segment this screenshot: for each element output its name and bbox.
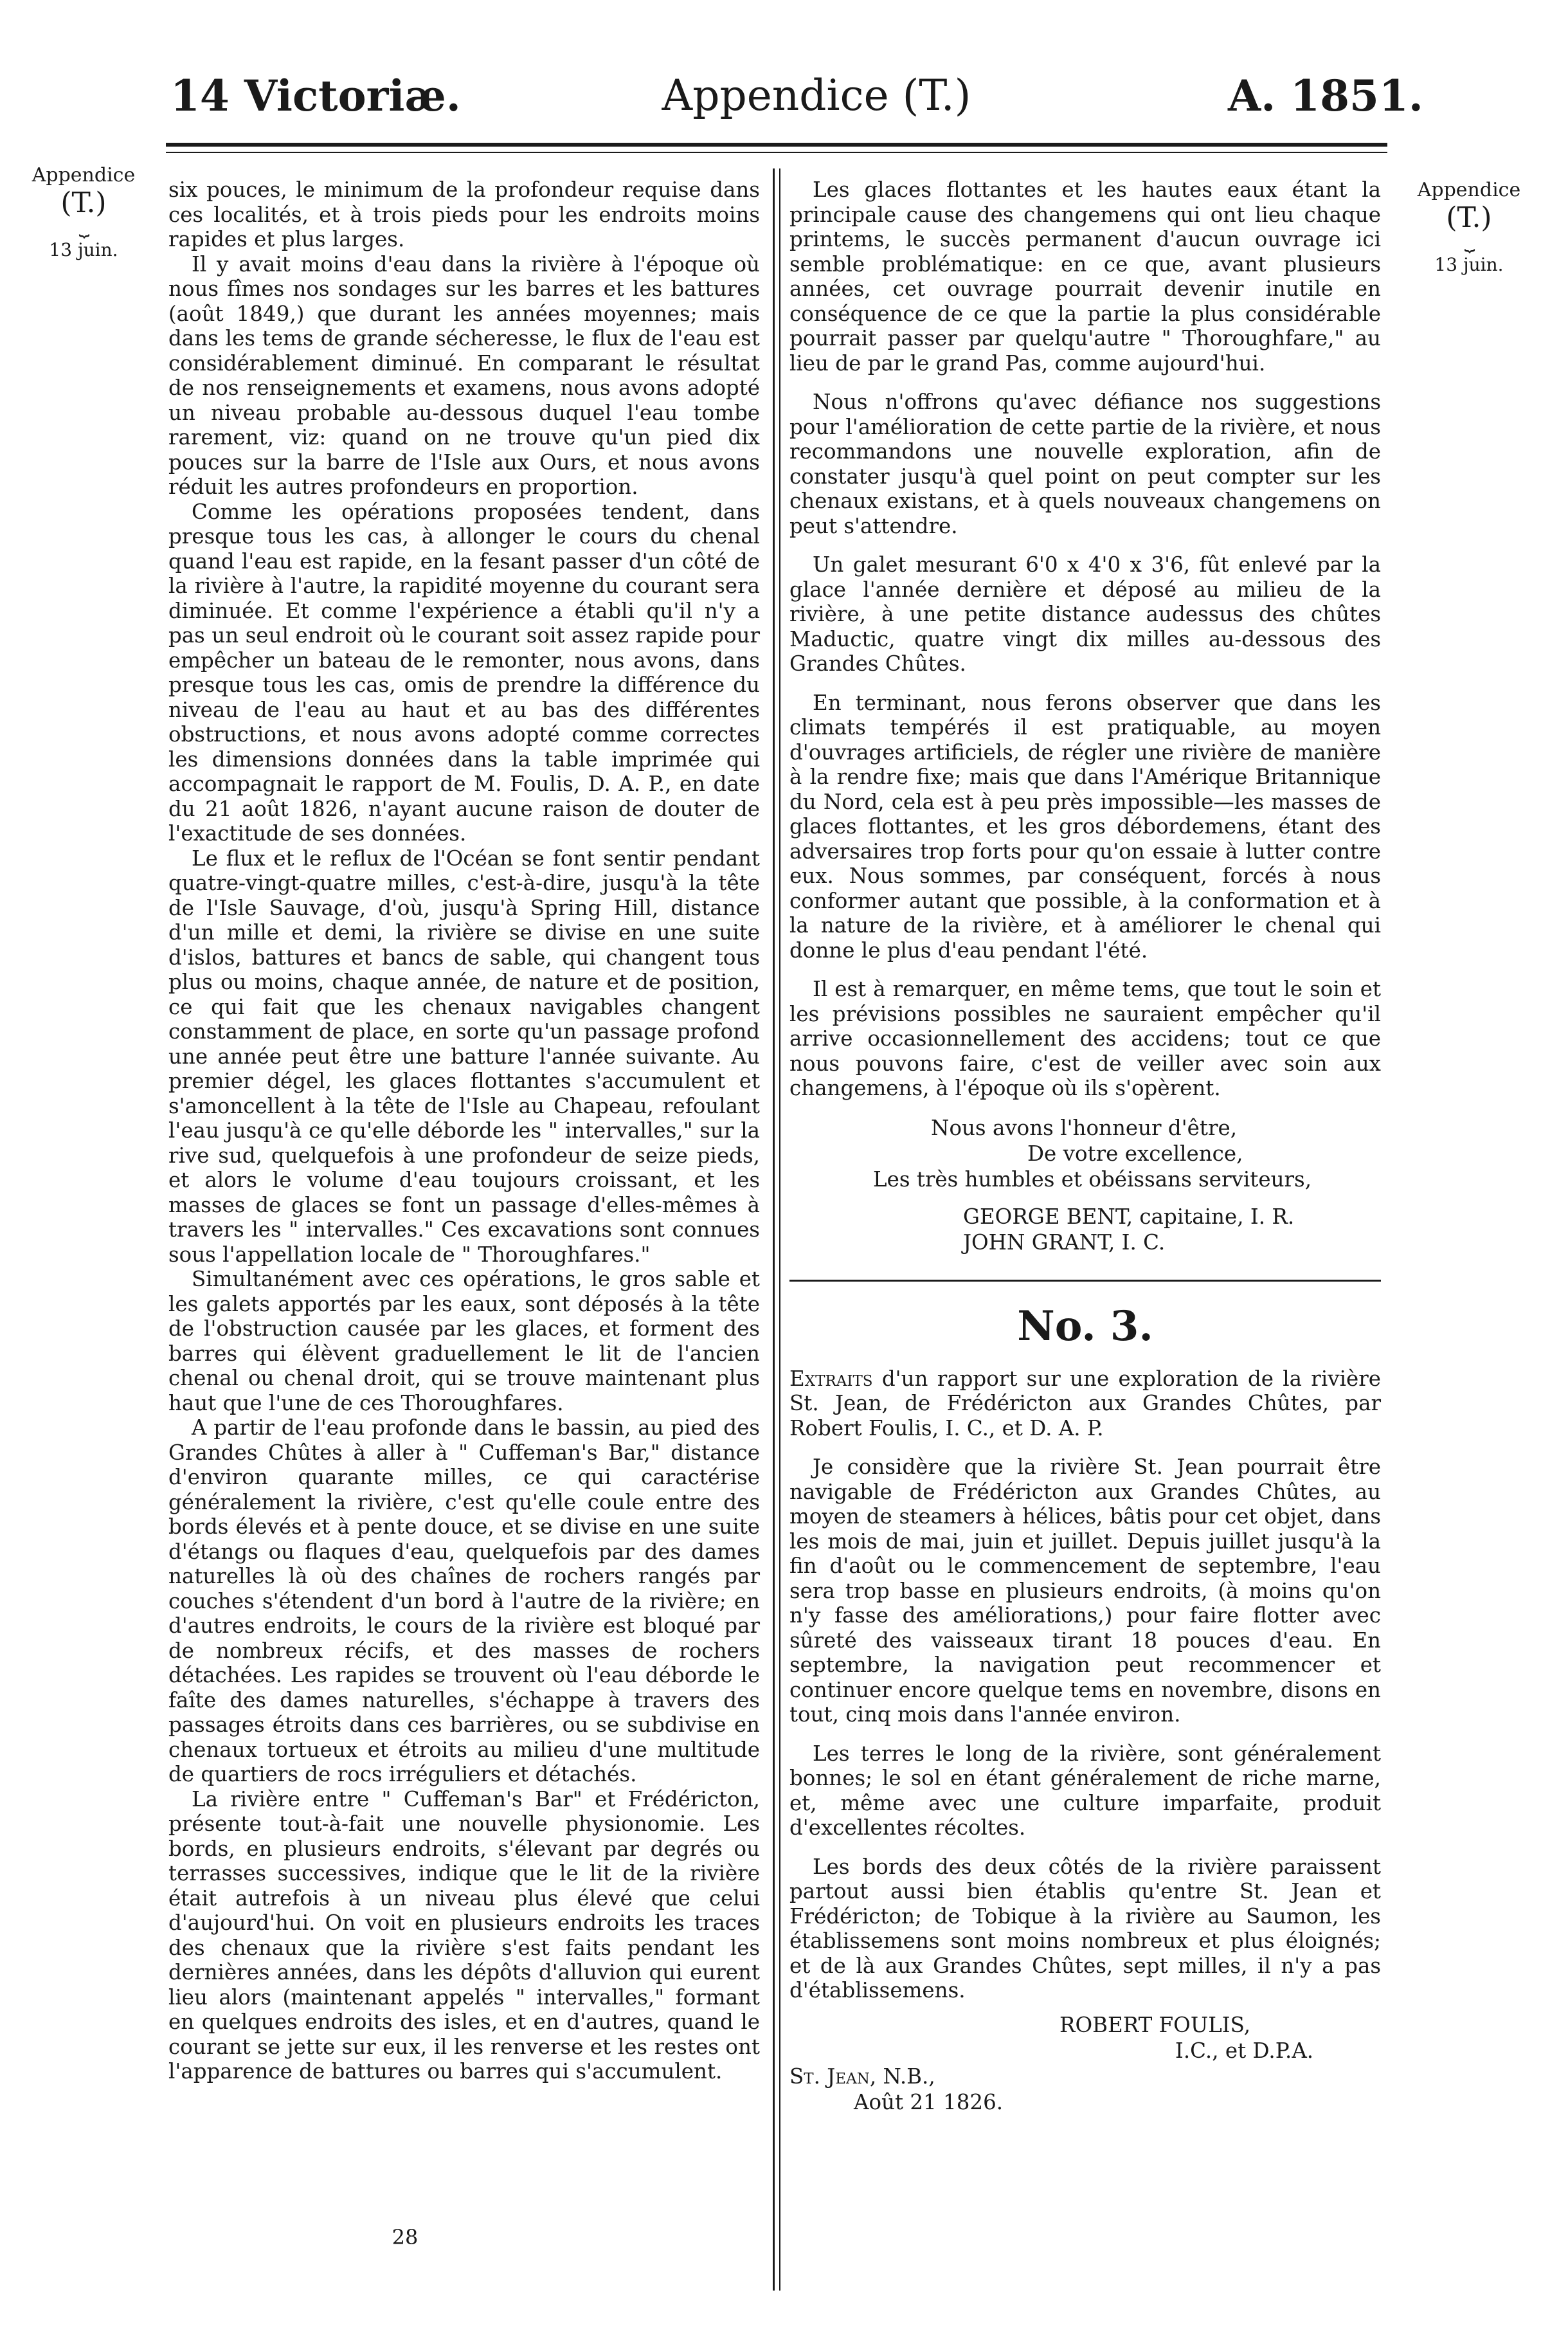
- paragraph: Comme les opérations proposées tendent, dans presque tous les cas, à allonger le cours du chenal quand l'eau est rapide, en la fesant passer d'un côté de la rivière à l'autre, la rapidité moyenne du courant sera diminuée. Et comme l'expérience a établi qu'il n'y a pas un seul endroit où le courant soit assez rapide pour empêcher un bateau de le remonter, nous avons, dans presque tous les cas, omis de prendre la différence du niveau de l'eau au haut et au bas des différentes obstructions, et nous avons adopté comme correctes les dimensions données dans la table imprimée qui accompagnait le rapport de M. Foulis, D. A. P., en date du 21 août 1826, n'ayant aucune raison de douter de l'exactitude de ses données.: [168, 499, 760, 846]
- letter-closing: [789, 1115, 1381, 1192]
- margin-note-label: Appendice: [1417, 179, 1521, 201]
- left-column: [168, 177, 760, 2084]
- page-number: 28: [392, 2225, 419, 2249]
- header-rule-thick: [166, 143, 1387, 147]
- header-appendix: Appendice (T.): [662, 71, 971, 120]
- report-signature: [789, 2012, 1381, 2115]
- section-intro-text: d'un rapport sur une exploration de la rivière St. Jean, de Frédéricton aux Grandes Chûtes, par Robert Foulis, I. C., et D. A. P.: [789, 1366, 1381, 1440]
- signatures: [789, 1204, 1381, 1255]
- section-intro-lead: Extraits: [789, 1366, 873, 1391]
- closing-line: De votre excellence,: [1027, 1141, 1243, 1166]
- paragraph: La rivière entre " Cuffeman's Bar" et Frédéricton, présente tout-à-fait une nouvelle physionomie. Les bords, en plusieurs endroits, s'élevant par degrés ou terrasses successives, indique que le lit de la rivière était autrefois à un niveau plus élevé que celui d'aujourd'hui. On voit en plusieurs endroits les traces des chenaux que la rivière s'est faits pendant les dernières années, dans les dépôts d'alluvion qui eurent lieu alors (maintenant appelés " intervalles," formant en quelques endroits des isles, et en d'autres, quand le courant se jette sur eux, il les renverse et les restes ont l'apparence de battures ou barres qui s'accumulent.: [168, 1786, 760, 2083]
- header-year: A. 1851.: [1228, 71, 1423, 121]
- report-place: St. Jean, N.B.,: [789, 2064, 935, 2089]
- paragraph: A partir de l'eau profonde dans le bassin, au pied des Grandes Chûtes à aller à " Cuffeman's Bar," distance d'environ quarante milles, ce qui caractérise généralement la rivière, c'est qu'elle coule entre des bords élevés et à pente douce, et se divise en une suite d'étangs ou flaques d'eau, quelquefois par des dames naturelles là où des chaînes de rochers rangés par couches s'étendent d'un bord à l'autre de la rivière; en d'autres endroits, le cours de la rivière est bloqué par de nombreux récifs, et des masses de rochers détachées. Les rapides se trouvent où l'eau déborde le faîte des dames naturelles, s'échappe à travers des passages étroits dans ces barrières, ou se subdivise en chenaux tortueux et étroits au milieu d'une multitude de quartiers de rocs irréguliers et détachés.: [168, 1415, 760, 1786]
- paragraph: Les terres le long de la rivière, sont généralement bonnes; le sol en étant généralement de riche marne, et, même avec une culture imparfaite, produit d'excellentes récoltes.: [789, 1741, 1381, 1840]
- margin-note-date: 13 juin.: [1434, 254, 1504, 275]
- paragraph: Le flux et le reflux de l'Océan se font sentir pendant quatre-vingt-quatre milles, c'est-à-dire, jusqu'à la tête de l'Isle Sauvage, d'où, jusqu'à Spring Hill, distance d'un mille et demi, la rivière se divise en une suite d'islos, battures et bancs de sable, qui changent tous plus ou moins, chaque année, de nature et de position, ce qui fait que les chenaux navigables changent constamment de place, en sorte qu'un passage profond une année peut être une batture l'année suivante. Au premier dégel, les glaces flottantes s'accumulent et s'amoncellent à la tête de l'Isle au Chapeau, refoulant l'eau jusqu'à ce qu'elle déborde les " intervalles," sur la rive sud, quelquefois à une profondeur de seize pieds, et alors le volume d'eau toujours croissant, et les masses de glaces se font un passage d'elles-mêmes à travers les " intervalles." Ces excavations sont connues sous l'appellation locale de " Thoroughfares.": [168, 846, 760, 1267]
- margin-note-label: Appendice: [32, 164, 136, 186]
- paragraph: Je considère que la rivière St. Jean pourrait être navigable de Frédéricton aux Grandes Chûtes, au moyen de steamers à hélices, bâtis pour cet objet, dans les mois de mai, juin et juillet. Depuis juillet jusqu'à la fin d'août ou le commencement de septembre, l'eau sera trop basse en plusieurs endroits, (à moins qu'on n'y fasse des améliorations,) pour faire flotter avec sûreté des vaisseaux tirant 18 pouces d'eau. En septembre, la navigation peut recommencer et continuer encore quelque tems en novembre, disons en tout, cinq mois dans l'année environ.: [789, 1455, 1381, 1727]
- margin-note-tag: (T.): [1446, 201, 1492, 234]
- margin-note-tag: (T.): [60, 186, 107, 219]
- signature-name: JOHN GRANT, I. C.: [963, 1230, 1166, 1255]
- paragraph: Il y avait moins d'eau dans la rivière à l'époque où nous fîmes nos sondages sur les barres et les battures (août 1849,) que durant les années moyennes; mais dans les tems de grande sécheresse, le flux de l'eau est considérablement diminué. En comparant le résultat de nos renseignements et examens, nous avons adopté un niveau probable au-dessous duquel l'eau tombe rarement, viz: quand on ne trouve qu'un pied dix pouces sur la barre de l'Isle aux Ours, et nous avons réduit les autres profondeurs en proportion.: [168, 251, 760, 499]
- margin-note-date: 13 juin.: [49, 239, 118, 260]
- closing-line: Nous avons l'honneur d'être,: [931, 1115, 1238, 1140]
- running-header: [0, 71, 1568, 141]
- paragraph: Simultanément avec ces opérations, le gros sable et les galets apportés par les eaux, sont déposés à la tête de l'obstruction causée par les glaces, et forment des barres qui élèvent graduellement le lit de l'ancien chenal ou chenal droit, qui se trouve maintenant plus haut que l'une de ces Thoroughfares.: [168, 1267, 760, 1415]
- signature-title: I.C., et D.P.A.: [1175, 2038, 1314, 2063]
- column-divider-thin: [779, 168, 780, 2291]
- header-session: 14 Victoriæ.: [170, 71, 461, 121]
- right-column: [789, 177, 1381, 2115]
- section-intro: [789, 1366, 1381, 1441]
- paragraph: En terminant, nous ferons observer que dans les climats tempérés il est pratiquable, au moyen d'ouvrages artificiels, de régler une rivière de manière à la rendre fixe; mais que dans l'Amérique Britannique du Nord, cela est à peu près impossible—les masses de glaces flottantes, et les gros débordemens, étant des adversaires trop forts pour qu'on essaie à lutter contre eux. Nous sommes, par conséquent, forcés à nous conformer autant que possible, à la conformation et à la nature de la rivière, et à améliorer le chenal qui donne le plus d'eau pendant l'été.: [789, 690, 1381, 963]
- margin-note-right: [1405, 179, 1533, 277]
- brace-icon: ⏟: [1464, 231, 1474, 252]
- signature-name: GEORGE BENT, capitaine, I. R.: [963, 1204, 1295, 1229]
- signature-name: ROBERT FOULIS,: [1059, 2012, 1251, 2037]
- paragraph: six pouces, le minimum de la profondeur requise dans ces localités, et à trois pieds pour les endroits moins rapides et plus larges.: [168, 177, 760, 251]
- margin-note-left: [19, 164, 148, 262]
- paragraph: Nous n'offrons qu'avec défiance nos suggestions pour l'amélioration de cette partie de la rivière, et nous recommandons une nouvelle exploration, afin de constater jusqu'à quel point on peut compter sur les chenaux existans, et à quels nouveaux changemens on peut s'attendre.: [789, 390, 1381, 538]
- section-heading: No. 3.: [1017, 1302, 1153, 1350]
- paragraph: Il est à remarquer, en même tems, que tout le soin et les prévisions possibles ne sauraient empêcher qu'il arrive occasionnellement des accidens; tout ce que nous pouvons faire, c'est de veiller avec soin aux changemens, à l'époque où ils s'opèrent.: [789, 977, 1381, 1100]
- report-date: Août 21 1826.: [854, 2089, 1004, 2114]
- paragraph: Les glaces flottantes et les hautes eaux étant la principale cause des changemens qui ont lieu chaque printems, le succès permanent d'aucun ouvrage ici semble problématique: en ce que, avant plusieurs années, cet ouvrage pourrait devenir inutile en conséquence de ce que la partie la plus considérable pourrait passer par quelqu'autre " Thoroughfare," au lieu de par le grand Pas, comme aujourd'hui.: [789, 177, 1381, 376]
- brace-icon: ⏟: [78, 216, 89, 237]
- section-rule: [789, 1280, 1381, 1282]
- paragraph: Un galet mesurant 6'0 x 4'0 x 3'6, fût enlevé par la glace l'année dernière et déposé au milieu de la rivière, à une petite distance audessus des chûtes Maductic, quatre vingt dix milles au-dessous des Grandes Chûtes.: [789, 552, 1381, 676]
- column-divider: [773, 168, 775, 2291]
- header-rule-thin: [166, 152, 1387, 153]
- paragraph: Les bords des deux côtés de la rivière paraissent partout aussi bien établis qu'entre St. Jean et Frédéricton; de Tobique à la rivière au Saumon, les établissemens sont moins nombreux et plus éloignés; et de là aux Grandes Chûtes, sept milles, il n'y a pas d'établissemens.: [789, 1854, 1381, 2002]
- closing-line: Les très humbles et obéissans serviteurs,: [873, 1166, 1312, 1192]
